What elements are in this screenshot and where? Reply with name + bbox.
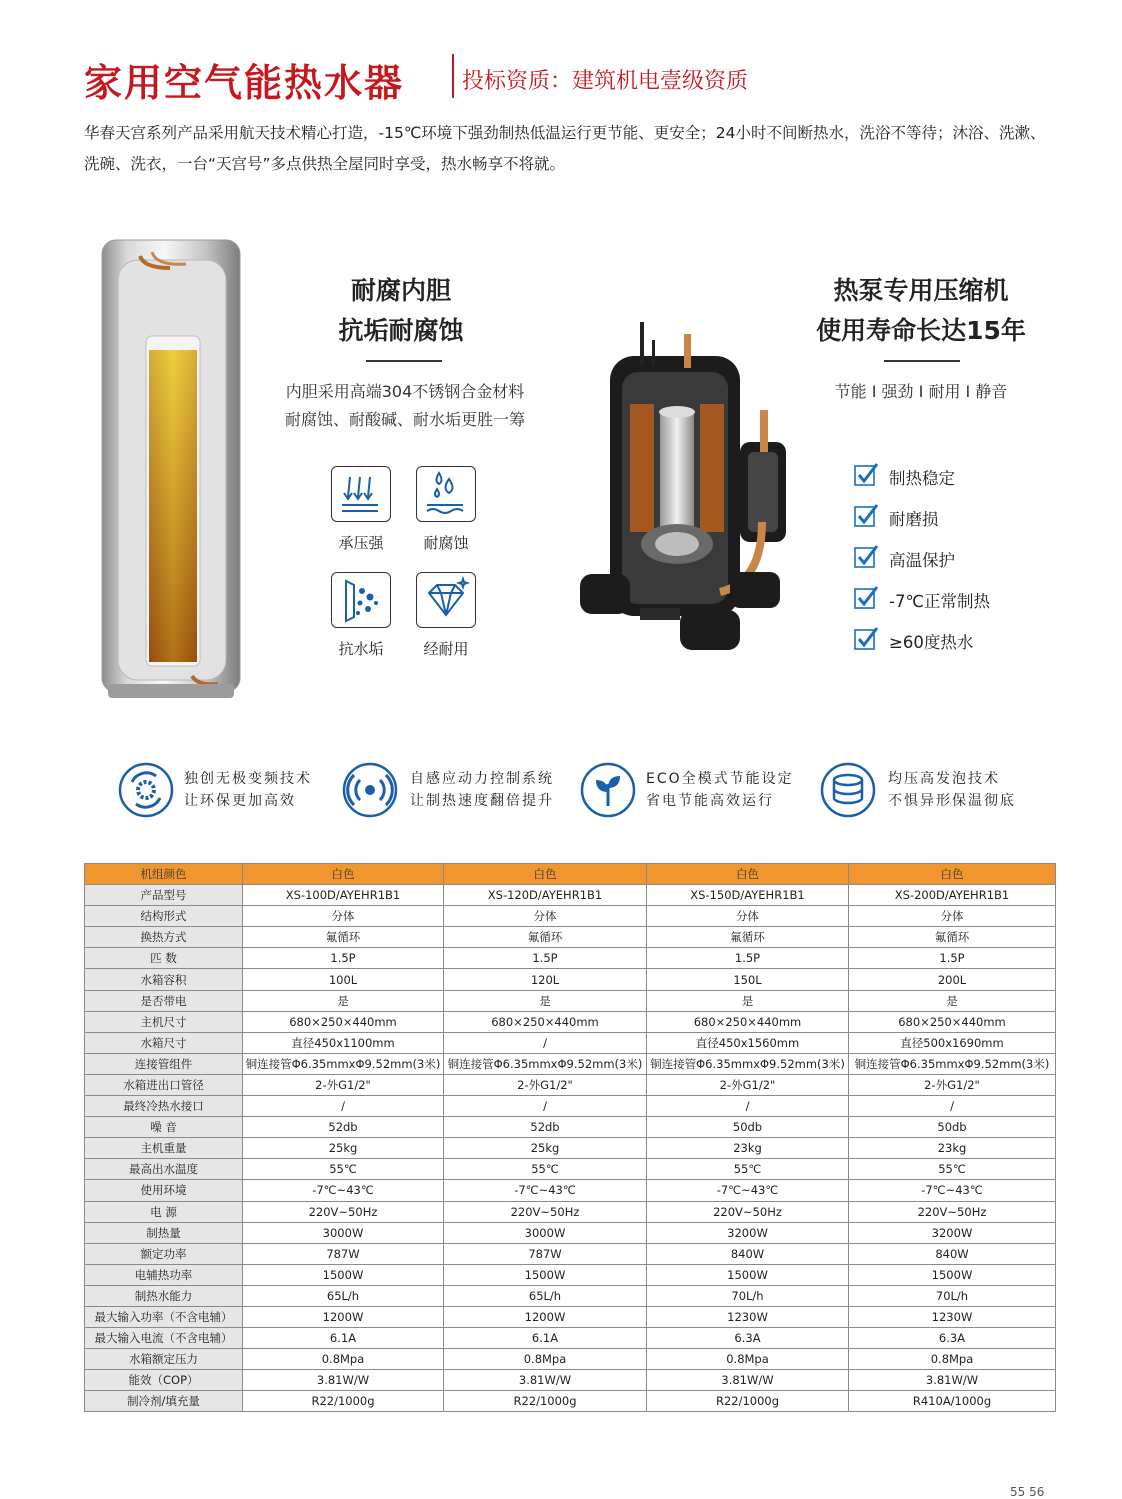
table-cell: 3.81W/W bbox=[243, 1370, 444, 1391]
table-cell: 6.1A bbox=[243, 1328, 444, 1349]
page-title: 家用空气能热水器 bbox=[84, 61, 405, 105]
feature-2-line-1: 自感应动力控制系统 bbox=[410, 771, 554, 787]
table-cell: 680×250×440mm bbox=[444, 1011, 647, 1032]
table-row bbox=[85, 1011, 1056, 1032]
row-label: 主机重量 bbox=[85, 1138, 243, 1159]
feature-4-line-1: 均压高发泡技术 bbox=[888, 771, 1000, 787]
row-label: 制热水能力 bbox=[85, 1285, 243, 1306]
row-label: 水箱容积 bbox=[85, 969, 243, 990]
table-cell: R22/1000g bbox=[647, 1391, 849, 1412]
row-label: 水箱额定压力 bbox=[85, 1349, 243, 1370]
corrosion-label: 耐腐蚀 bbox=[423, 534, 469, 552]
table-header-cell: 白色 bbox=[444, 864, 647, 885]
table-cell: 65L/h bbox=[243, 1285, 444, 1306]
intro-paragraph: 华春天宫系列产品采用航天技术精心打造，-15℃环境下强劲制热低温运行更节能、更安全；24小时不间断热水，洗浴不等待；沐浴、洗漱、洗碗、洗衣，一台“天宫号”多点供热全屋同时享受，热水畅享不将就。 bbox=[84, 124, 1046, 173]
checkbox-checked-icon bbox=[854, 626, 878, 650]
row-label: 制热量 bbox=[85, 1222, 243, 1243]
pressure-label: 承压强 bbox=[338, 534, 384, 552]
table-cell: 100L bbox=[243, 969, 444, 990]
table-cell: 1.5P bbox=[849, 948, 1056, 969]
table-cell: 840W bbox=[647, 1243, 849, 1264]
feature-1-line-2: 让环保更加高效 bbox=[184, 793, 296, 809]
row-label: 最终冷热水接口 bbox=[85, 1096, 243, 1117]
row-label: 结构形式 bbox=[85, 906, 243, 927]
table-cell: 52db bbox=[444, 1117, 647, 1138]
table-header-cell: 白色 bbox=[647, 864, 849, 885]
table-cell: 3200W bbox=[647, 1222, 849, 1243]
table-row bbox=[85, 1032, 1056, 1053]
table-cell: XS-200D/AYEHR1B1 bbox=[849, 885, 1056, 906]
row-label: 是否带电 bbox=[85, 990, 243, 1011]
table-cell: 1500W bbox=[444, 1264, 647, 1285]
table-row bbox=[85, 1285, 1056, 1306]
scale-particles-icon bbox=[331, 572, 391, 628]
table-cell: 50db bbox=[849, 1117, 1056, 1138]
diamond-icon bbox=[416, 572, 476, 628]
table-row bbox=[85, 1053, 1056, 1074]
row-label: 水箱进出口管径 bbox=[85, 1074, 243, 1095]
table-cell: 氟循环 bbox=[243, 927, 444, 948]
row-label: 额定功率 bbox=[85, 1243, 243, 1264]
row-label: 电辅热功率 bbox=[85, 1264, 243, 1285]
eco-leaf-icon bbox=[580, 762, 636, 818]
signal-waves-icon bbox=[342, 762, 398, 818]
table-cell: R22/1000g bbox=[243, 1391, 444, 1412]
table-cell: 1230W bbox=[647, 1306, 849, 1327]
table-cell: 220V~50Hz bbox=[444, 1201, 647, 1222]
table-cell: 220V~50Hz bbox=[243, 1201, 444, 1222]
row-label: 最大输入功率（不含电辅） bbox=[85, 1306, 243, 1327]
table-cell: 0.8Mpa bbox=[849, 1349, 1056, 1370]
table-cell: 0.8Mpa bbox=[647, 1349, 849, 1370]
table-cell: XS-100D/AYEHR1B1 bbox=[243, 885, 444, 906]
table-cell: 3000W bbox=[444, 1222, 647, 1243]
table-cell: 直径450x1100mm bbox=[243, 1032, 444, 1053]
check-item: 耐磨损 bbox=[889, 510, 939, 529]
table-cell: 1.5P bbox=[647, 948, 849, 969]
table-cell: 3000W bbox=[243, 1222, 444, 1243]
table-row bbox=[85, 1222, 1056, 1243]
compressor-feature-tags: 节能 I 强劲 I 耐用 I 静音 bbox=[834, 382, 1008, 401]
title-divider bbox=[452, 54, 454, 98]
feature-2-line-2: 让制热速度翻倍提升 bbox=[410, 793, 554, 809]
table-cell: 2-外G1/2" bbox=[243, 1074, 444, 1095]
table-header-label: 机组颜色 bbox=[85, 864, 243, 885]
foam-layers-icon bbox=[820, 762, 876, 818]
checkbox-checked-icon bbox=[854, 462, 878, 486]
table-row bbox=[85, 1370, 1056, 1391]
table-cell: 50db bbox=[647, 1117, 849, 1138]
water-tank-image bbox=[100, 238, 242, 700]
tank-feature-desc-2: 耐腐蚀、耐酸碱、耐水垢更胜一筹 bbox=[284, 410, 525, 429]
table-cell: 是 bbox=[849, 990, 1056, 1011]
table-cell: 分体 bbox=[243, 906, 444, 927]
row-label: 制冷剂/填充量 bbox=[85, 1391, 243, 1412]
table-cell: 直径450x1560mm bbox=[647, 1032, 849, 1053]
table-cell: 220V~50Hz bbox=[849, 1201, 1056, 1222]
compressor-image bbox=[580, 312, 810, 682]
table-cell: 3.81W/W bbox=[647, 1370, 849, 1391]
table-cell: 分体 bbox=[647, 906, 849, 927]
table-row bbox=[85, 906, 1056, 927]
table-cell: 是 bbox=[444, 990, 647, 1011]
table-cell: 25kg bbox=[444, 1138, 647, 1159]
row-label: 最大输入电流（不含电辅） bbox=[85, 1328, 243, 1349]
table-cell: 840W bbox=[849, 1243, 1056, 1264]
table-cell: 70L/h bbox=[849, 1285, 1056, 1306]
table-row bbox=[85, 990, 1056, 1011]
table-cell: 1.5P bbox=[444, 948, 647, 969]
table-cell: 3200W bbox=[849, 1222, 1056, 1243]
table-cell: 70L/h bbox=[647, 1285, 849, 1306]
table-cell: 1.5P bbox=[243, 948, 444, 969]
table-row bbox=[85, 1306, 1056, 1327]
table-row bbox=[85, 1349, 1056, 1370]
table-cell: 55℃ bbox=[243, 1159, 444, 1180]
tank-feature-title-1: 耐腐内胆 bbox=[350, 276, 451, 305]
row-label: 主机尺寸 bbox=[85, 1011, 243, 1032]
table-cell: R410A/1000g bbox=[849, 1391, 1056, 1412]
compressor-feature-title-1: 热泵专用压缩机 bbox=[833, 276, 1009, 305]
table-header-cell: 白色 bbox=[243, 864, 444, 885]
table-cell: 分体 bbox=[849, 906, 1056, 927]
table-row bbox=[85, 1096, 1056, 1117]
table-cell: 200L bbox=[849, 969, 1056, 990]
table-cell: 铜连接管Φ6.35mmxΦ9.52mm(3米) bbox=[243, 1053, 444, 1074]
table-cell: 是 bbox=[647, 990, 849, 1011]
check-item: ≥60度热水 bbox=[889, 633, 974, 652]
table-cell: XS-150D/AYEHR1B1 bbox=[647, 885, 849, 906]
row-label: 最高出水温度 bbox=[85, 1159, 243, 1180]
table-header-cell: 白色 bbox=[849, 864, 1056, 885]
table-row bbox=[85, 885, 1056, 906]
table-cell: 65L/h bbox=[444, 1285, 647, 1306]
checkbox-checked-icon bbox=[854, 503, 878, 527]
table-cell: R22/1000g bbox=[444, 1391, 647, 1412]
table-cell: 55℃ bbox=[444, 1159, 647, 1180]
table-cell: 氟循环 bbox=[849, 927, 1056, 948]
row-label: 噪 音 bbox=[85, 1117, 243, 1138]
row-label: 电 源 bbox=[85, 1201, 243, 1222]
durable-label: 经耐用 bbox=[423, 640, 469, 658]
table-cell: / bbox=[849, 1096, 1056, 1117]
table-row bbox=[85, 1117, 1056, 1138]
feature-3-line-1: ECO全模式节能设定 bbox=[646, 771, 794, 787]
table-row bbox=[85, 1328, 1056, 1349]
check-item: -7℃正常制热 bbox=[889, 592, 990, 611]
table-cell: 3.81W/W bbox=[849, 1370, 1056, 1391]
table-cell: 25kg bbox=[243, 1138, 444, 1159]
table-row bbox=[85, 1243, 1056, 1264]
table-cell: -7℃~43℃ bbox=[647, 1180, 849, 1201]
water-drops-icon bbox=[416, 466, 476, 522]
table-cell: 220V~50Hz bbox=[647, 1201, 849, 1222]
table-cell: 680×250×440mm bbox=[647, 1011, 849, 1032]
table-cell: 铜连接管Φ6.35mmxΦ9.52mm(3米) bbox=[647, 1053, 849, 1074]
table-cell: 1200W bbox=[444, 1306, 647, 1327]
row-label: 连接管组件 bbox=[85, 1053, 243, 1074]
table-cell: 120L bbox=[444, 969, 647, 990]
check-item: 高温保护 bbox=[889, 551, 955, 570]
row-label: 换热方式 bbox=[85, 927, 243, 948]
table-cell: 787W bbox=[243, 1243, 444, 1264]
table-row bbox=[85, 1391, 1056, 1412]
table-cell: 52db bbox=[243, 1117, 444, 1138]
row-label: 产品型号 bbox=[85, 885, 243, 906]
table-row bbox=[85, 1264, 1056, 1285]
page-subtitle: 投标资质：建筑机电壹级资质 bbox=[462, 69, 749, 94]
page-number: 55 56 bbox=[1010, 1485, 1045, 1499]
table-cell: 铜连接管Φ6.35mmxΦ9.52mm(3米) bbox=[849, 1053, 1056, 1074]
table-cell: -7℃~43℃ bbox=[444, 1180, 647, 1201]
table-cell: 0.8Mpa bbox=[444, 1349, 647, 1370]
feature-3-line-2: 省电节能高效运行 bbox=[646, 793, 774, 809]
check-item: 制热稳定 bbox=[889, 469, 955, 488]
table-cell: 1500W bbox=[243, 1264, 444, 1285]
row-label: 水箱尺寸 bbox=[85, 1032, 243, 1053]
table-cell: / bbox=[647, 1096, 849, 1117]
tank-feature-desc-1: 内胆采用高端304不锈钢合金材料 bbox=[285, 382, 525, 401]
table-row bbox=[85, 927, 1056, 948]
table-cell: 6.3A bbox=[647, 1328, 849, 1349]
table-row bbox=[85, 1074, 1056, 1095]
table-cell: 1500W bbox=[849, 1264, 1056, 1285]
checkbox-checked-icon bbox=[854, 585, 878, 609]
table-cell: 分体 bbox=[444, 906, 647, 927]
row-label: 能效（COP） bbox=[85, 1370, 243, 1391]
table-cell: 氟循环 bbox=[647, 927, 849, 948]
tank-feature-divider bbox=[366, 360, 442, 362]
table-cell: 0.8Mpa bbox=[243, 1349, 444, 1370]
table-cell: 1230W bbox=[849, 1306, 1056, 1327]
table-cell: 1200W bbox=[243, 1306, 444, 1327]
pressure-arrows-icon bbox=[331, 466, 391, 522]
table-cell: 直径500x1690mm bbox=[849, 1032, 1056, 1053]
row-label: 匹 数 bbox=[85, 948, 243, 969]
table-cell: / bbox=[444, 1032, 647, 1053]
table-cell: 2-外G1/2" bbox=[647, 1074, 849, 1095]
table-cell: 680×250×440mm bbox=[243, 1011, 444, 1032]
table-cell: / bbox=[444, 1096, 647, 1117]
table-row bbox=[85, 948, 1056, 969]
table-cell: 23kg bbox=[647, 1138, 849, 1159]
gear-cycle-icon bbox=[118, 762, 174, 818]
compressor-feature-divider bbox=[884, 360, 960, 362]
table-row bbox=[85, 1138, 1056, 1159]
table-row bbox=[85, 1180, 1056, 1201]
table-cell: 680×250×440mm bbox=[849, 1011, 1056, 1032]
table-cell: 3.81W/W bbox=[444, 1370, 647, 1391]
table-row bbox=[85, 969, 1056, 990]
table-cell: 55℃ bbox=[647, 1159, 849, 1180]
table-row bbox=[85, 1159, 1056, 1180]
checkbox-checked-icon bbox=[854, 544, 878, 568]
table-cell: 6.3A bbox=[849, 1328, 1056, 1349]
table-cell: 787W bbox=[444, 1243, 647, 1264]
table-cell: / bbox=[243, 1096, 444, 1117]
table-cell: 150L bbox=[647, 969, 849, 990]
table-cell: 1500W bbox=[647, 1264, 849, 1285]
feature-4-line-2: 不惧异形保温彻底 bbox=[888, 793, 1016, 809]
compressor-feature-title-2: 使用寿命长达15年 bbox=[816, 316, 1026, 345]
table-cell: XS-120D/AYEHR1B1 bbox=[444, 885, 647, 906]
table-cell: 是 bbox=[243, 990, 444, 1011]
table-cell: 氟循环 bbox=[444, 927, 647, 948]
row-label: 使用环境 bbox=[85, 1180, 243, 1201]
table-cell: -7℃~43℃ bbox=[849, 1180, 1056, 1201]
tank-feature-title-2: 抗垢耐腐蚀 bbox=[338, 316, 464, 345]
feature-1-line-1: 独创无极变频技术 bbox=[184, 771, 312, 787]
table-cell: 23kg bbox=[849, 1138, 1056, 1159]
table-cell: -7℃~43℃ bbox=[243, 1180, 444, 1201]
anti-scale-label: 抗水垢 bbox=[338, 640, 384, 658]
table-cell: 2-外G1/2" bbox=[849, 1074, 1056, 1095]
table-cell: 铜连接管Φ6.35mmxΦ9.52mm(3米) bbox=[444, 1053, 647, 1074]
table-cell: 2-外G1/2" bbox=[444, 1074, 647, 1095]
table-cell: 55℃ bbox=[849, 1159, 1056, 1180]
table-row bbox=[85, 1201, 1056, 1222]
spec-table bbox=[84, 863, 1056, 1412]
table-cell: 6.1A bbox=[444, 1328, 647, 1349]
table-header-row bbox=[85, 864, 1056, 885]
